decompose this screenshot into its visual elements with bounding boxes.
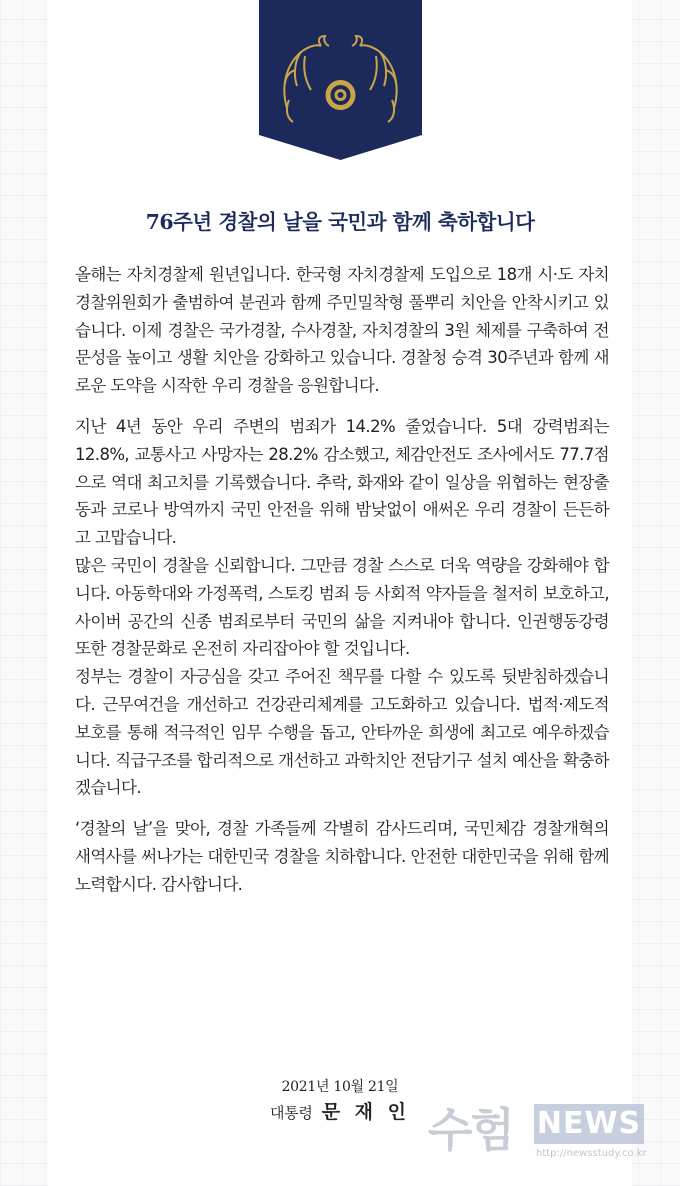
watermark-brand: 수험: [428, 1103, 513, 1157]
watermark-news-badge: NEWS: [534, 1104, 644, 1144]
signature-title: 대통령: [270, 1104, 313, 1122]
letter-date: 2021년 10월 21일: [281, 1079, 399, 1095]
paragraph-crime-statistics: 지난 4년 동안 우리 주변의 범죄가 14.2% 줄었습니다. 5대 강력범죄는 12.8%, 교통사고 사망자는 28.2% 감소했고, 체감안전도 조사에서도 77.7점으로 역대 최고치를 기록했습니다. 추락, 화재와 같이 일상을 위협하는 현장출동과 코로나 방역까지 국민 안전을 위해 밤낮없이 애써온 우리 경찰이 든든하고 고맙습니다.: [75, 416, 609, 548]
paragraph-closing: ‘경찰의 날’을 맞아, 경찰 가족들께 각별히 감사드리며, 국민체감 경찰개혁의 새역사를 써나가는 대한민국 경찰을 치하합니다. 안전한 대한민국을 위해 함께 노력합시다. 감사합니다.: [75, 819, 609, 894]
mugunghwa-flower-icon: [326, 80, 356, 110]
presidential-emblem-banner: [259, 0, 422, 160]
signature-name: 문 재 인: [321, 1101, 410, 1123]
paragraph-autonomous-police: 올해는 자치경찰제 원년입니다. 한국형 자치경찰제 도입으로 18개 시·도 자치경찰위원회가 출범하여 분권과 함께 주민밀착형 풀뿌리 치안을 안착시키고 있습니다. 이제 경찰은 국가경찰, 수사경찰, 자치경찰의 3원 체제를 구축하여 전문성을 높이고 생활 치안을 강화하고 있습니다. 경찰청 승격 30주년과 함께 새로운 도약을 시작한 우리 경찰을 응원합니다.: [75, 265, 609, 396]
news-watermark: [428, 1090, 658, 1170]
watermark-url: http://newsstudy.co.kr: [536, 1148, 647, 1159]
letter-title: 76주년 경찰의 날을 국민과 함께 축하합니다: [145, 210, 535, 234]
paragraph-public-trust: 많은 국민이 경찰을 신뢰합니다. 그만큼 경찰 스스로 더욱 역량을 강화해야 합니다. 아동학대와 가정폭력, 스토킹 범죄 등 사회적 약자들을 철저히 보호하고, 사이버 공간의 신종 범죄로부터 국민의 삶을 지켜내야 합니다. 인권행동강령 또한 경찰문화로 온전히 자리잡아야 할 것입니다.: [75, 555, 609, 659]
letter-body: [75, 261, 609, 899]
paragraph-government-support: 정부는 경찰이 자긍심을 갖고 주어진 책무를 다할 수 있도록 뒷받침하겠습니다. 근무여건을 개선하고 건강관리체계를 고도화하고 있습니다. 법적·제도적 보호를 통해 적극적인 임무 수행을 돕고, 안타까운 희생에 최고로 예우하겠습니다. 직급구조를 합리적으로 개선하고 과학치안 전담기구 설치 예산을 확충하겠습니다.: [75, 667, 609, 798]
